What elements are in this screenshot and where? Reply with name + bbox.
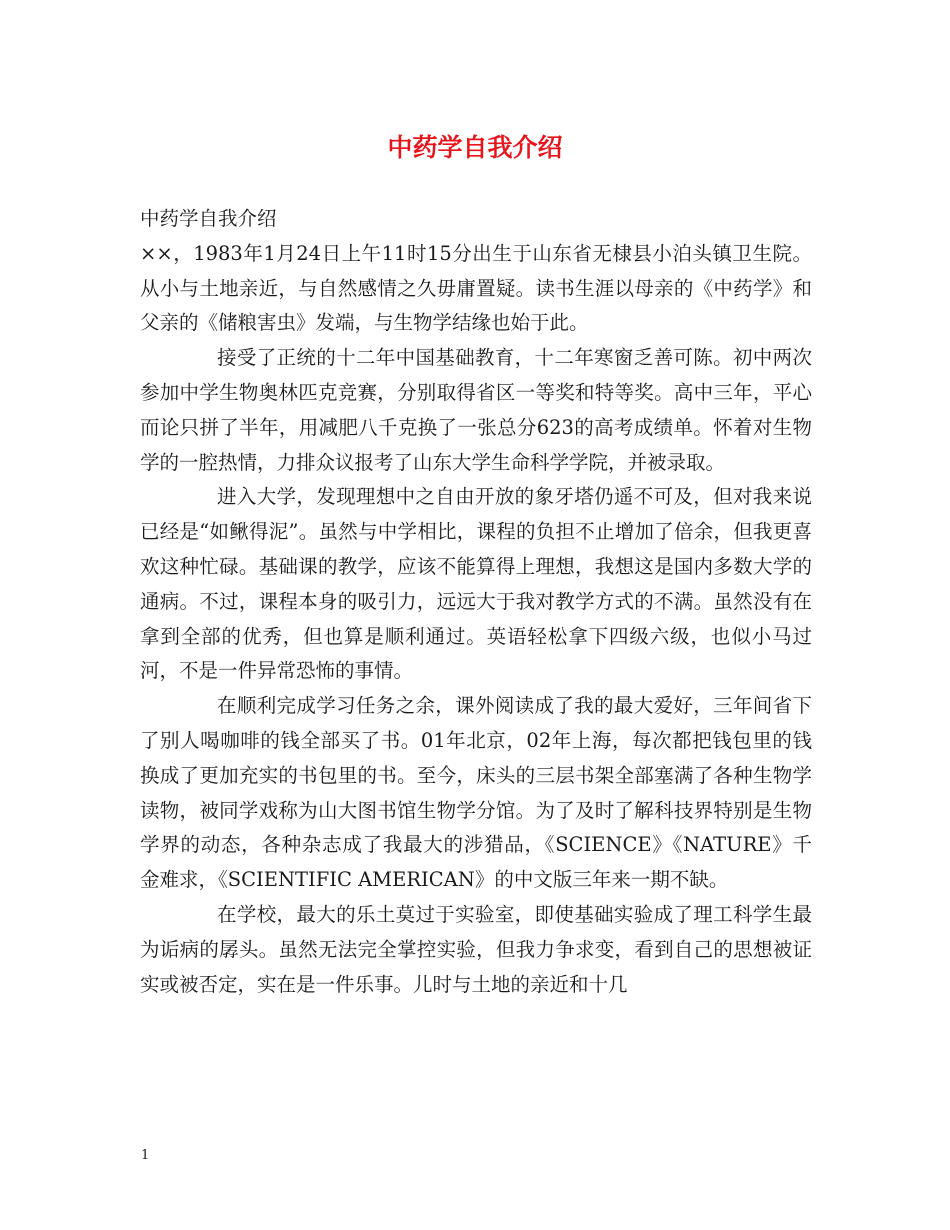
paragraph-birth: ××，1983年1月24日上午11时15分出生于山东省无棣县小泊头镇卫生院。从小与土地亲近，与自然感情之久毋庸置疑。读书生涯以母亲的《中药学》和父亲的《储粮害虫》发端，与生物学结缘也始于此。 (140, 241, 812, 335)
paragraph-university: 进入大学，发现理想中之自由开放的象牙塔仍遥不可及，但对我来说已经是“如鳅得泥”。虽然与中学相比，课程的负担不止增加了倍余，但我更喜欢这种忙碌。基础课的教学，应该不能算得上理想，我想这是国内多数大学的通病。不过，课程本身的吸引力，远远大于我对教学方式的不满。虽然没有在拿到全部的优秀，但也算是顺利通过。英语轻松拿下四级六级，也似小马过河，不是一件异常恐怖的事情。 (140, 485, 812, 683)
page-number: 1 (141, 1148, 150, 1163)
document-subtitle: 中药学自我介绍 (140, 207, 277, 230)
document-body (140, 202, 812, 1002)
document-title: 中药学自我介绍 (387, 133, 563, 162)
paragraph-laboratory: 在学校，最大的乐土莫过于实验室，即使基础实验成了理工科学生最为诟病的孱头。虽然无法完全掌控实验，但我力争求变，看到自己的思想被证实或被否定，实在是一件乐事。儿时与土地的亲近和十几 (140, 902, 812, 996)
paragraph-basic-education: 接受了正统的十二年中国基础教育，十二年寒窗乏善可陈。初中两次参加中学生物奥林匹克竞赛，分别取得省区一等奖和特等奖。高中三年，平心而论只拼了半年，用减肥八千克换了一张总分623的高考成绩单。怀着对生物学的一腔热情，力排众议报考了山东大学生命科学学院，并被录取。 (140, 346, 812, 474)
paragraph-reading: 在顺利完成学习任务之余，课外阅读成了我的最大爱好，三年间省下了别人喝咖啡的钱全部买了书。01年北京，02年上海，每次都把钱包里的钱换成了更加充实的书包里的书。至今，床头的三层书架全部塞满了各种生物学读物，被同学戏称为山大图书馆生物学分馆。为了及时了解科技界特别是生物学界的动态，各种杂志成了我最大的涉猎品，《SCIENCE》《NATURE》千金难求，《SCIENTIFIC AMERICAN》的中文版三年来一期不缺。 (140, 694, 812, 892)
